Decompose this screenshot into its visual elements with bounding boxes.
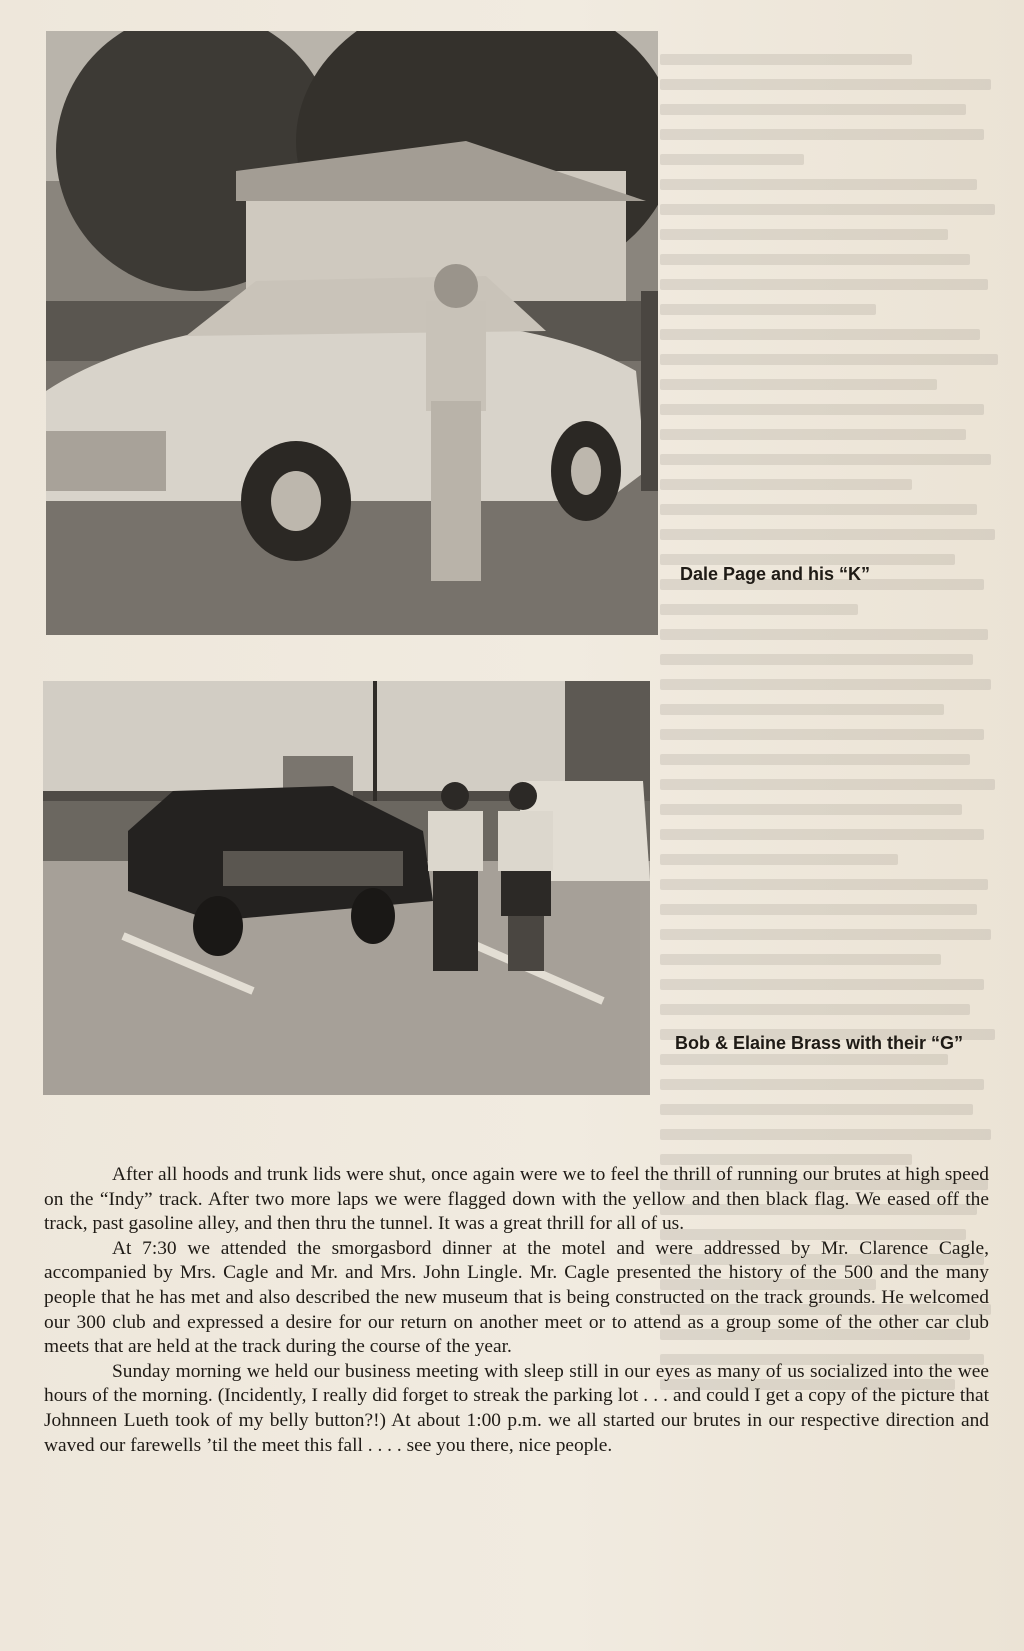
photo-brass-car [43,681,650,1095]
photo-caption: Bob & Elaine Brass with their “G” [675,1033,964,1053]
photo-dale-page-car [46,31,658,635]
paragraph: After all hoods and trunk lids were shut, once again were we to feel the thrill of running our brutes at high speed on the “Indy” track. After two more laps we were flagged down with the yellow and then black flag. We eased off the track, past gasoline alley, and then thru the tunnel. It was a great thrill for all of us. [44,1164,989,1235]
photo-caption: Dale Page and his “K” [680,564,871,584]
paragraph: At 7:30 we attended the smorgasbord dinner at the motel and were addressed by Mr. Clarence Cagle, accompanied by Mrs. Cagle and Mr. and Mrs. John Lingle. Mr. Cagle presented the history of the 500 and the many people that he has met and also described the new museum that is being constructed on the track grounds. He welcomed our 300 club and expressed a desire for our return on another meet or to attend as a group some of the other car club meets that are held at the track during the course of the year. [44,1237,989,1358]
paragraph: Sunday morning we held our business meeting with sleep still in our eyes as many of us socialized into the wee hours of the morning. (Incidently, I really did forget to streak the parking lot . . . and could I get a copy of the picture that Johnneen Lueth took of my belly button?!) At about 1:00 p.m. we all started our brutes in our respective direction and waved our farewells ’til the meet this fall . . . . see you there, nice people. [44,1360,989,1456]
article-body [44,1163,989,1458]
